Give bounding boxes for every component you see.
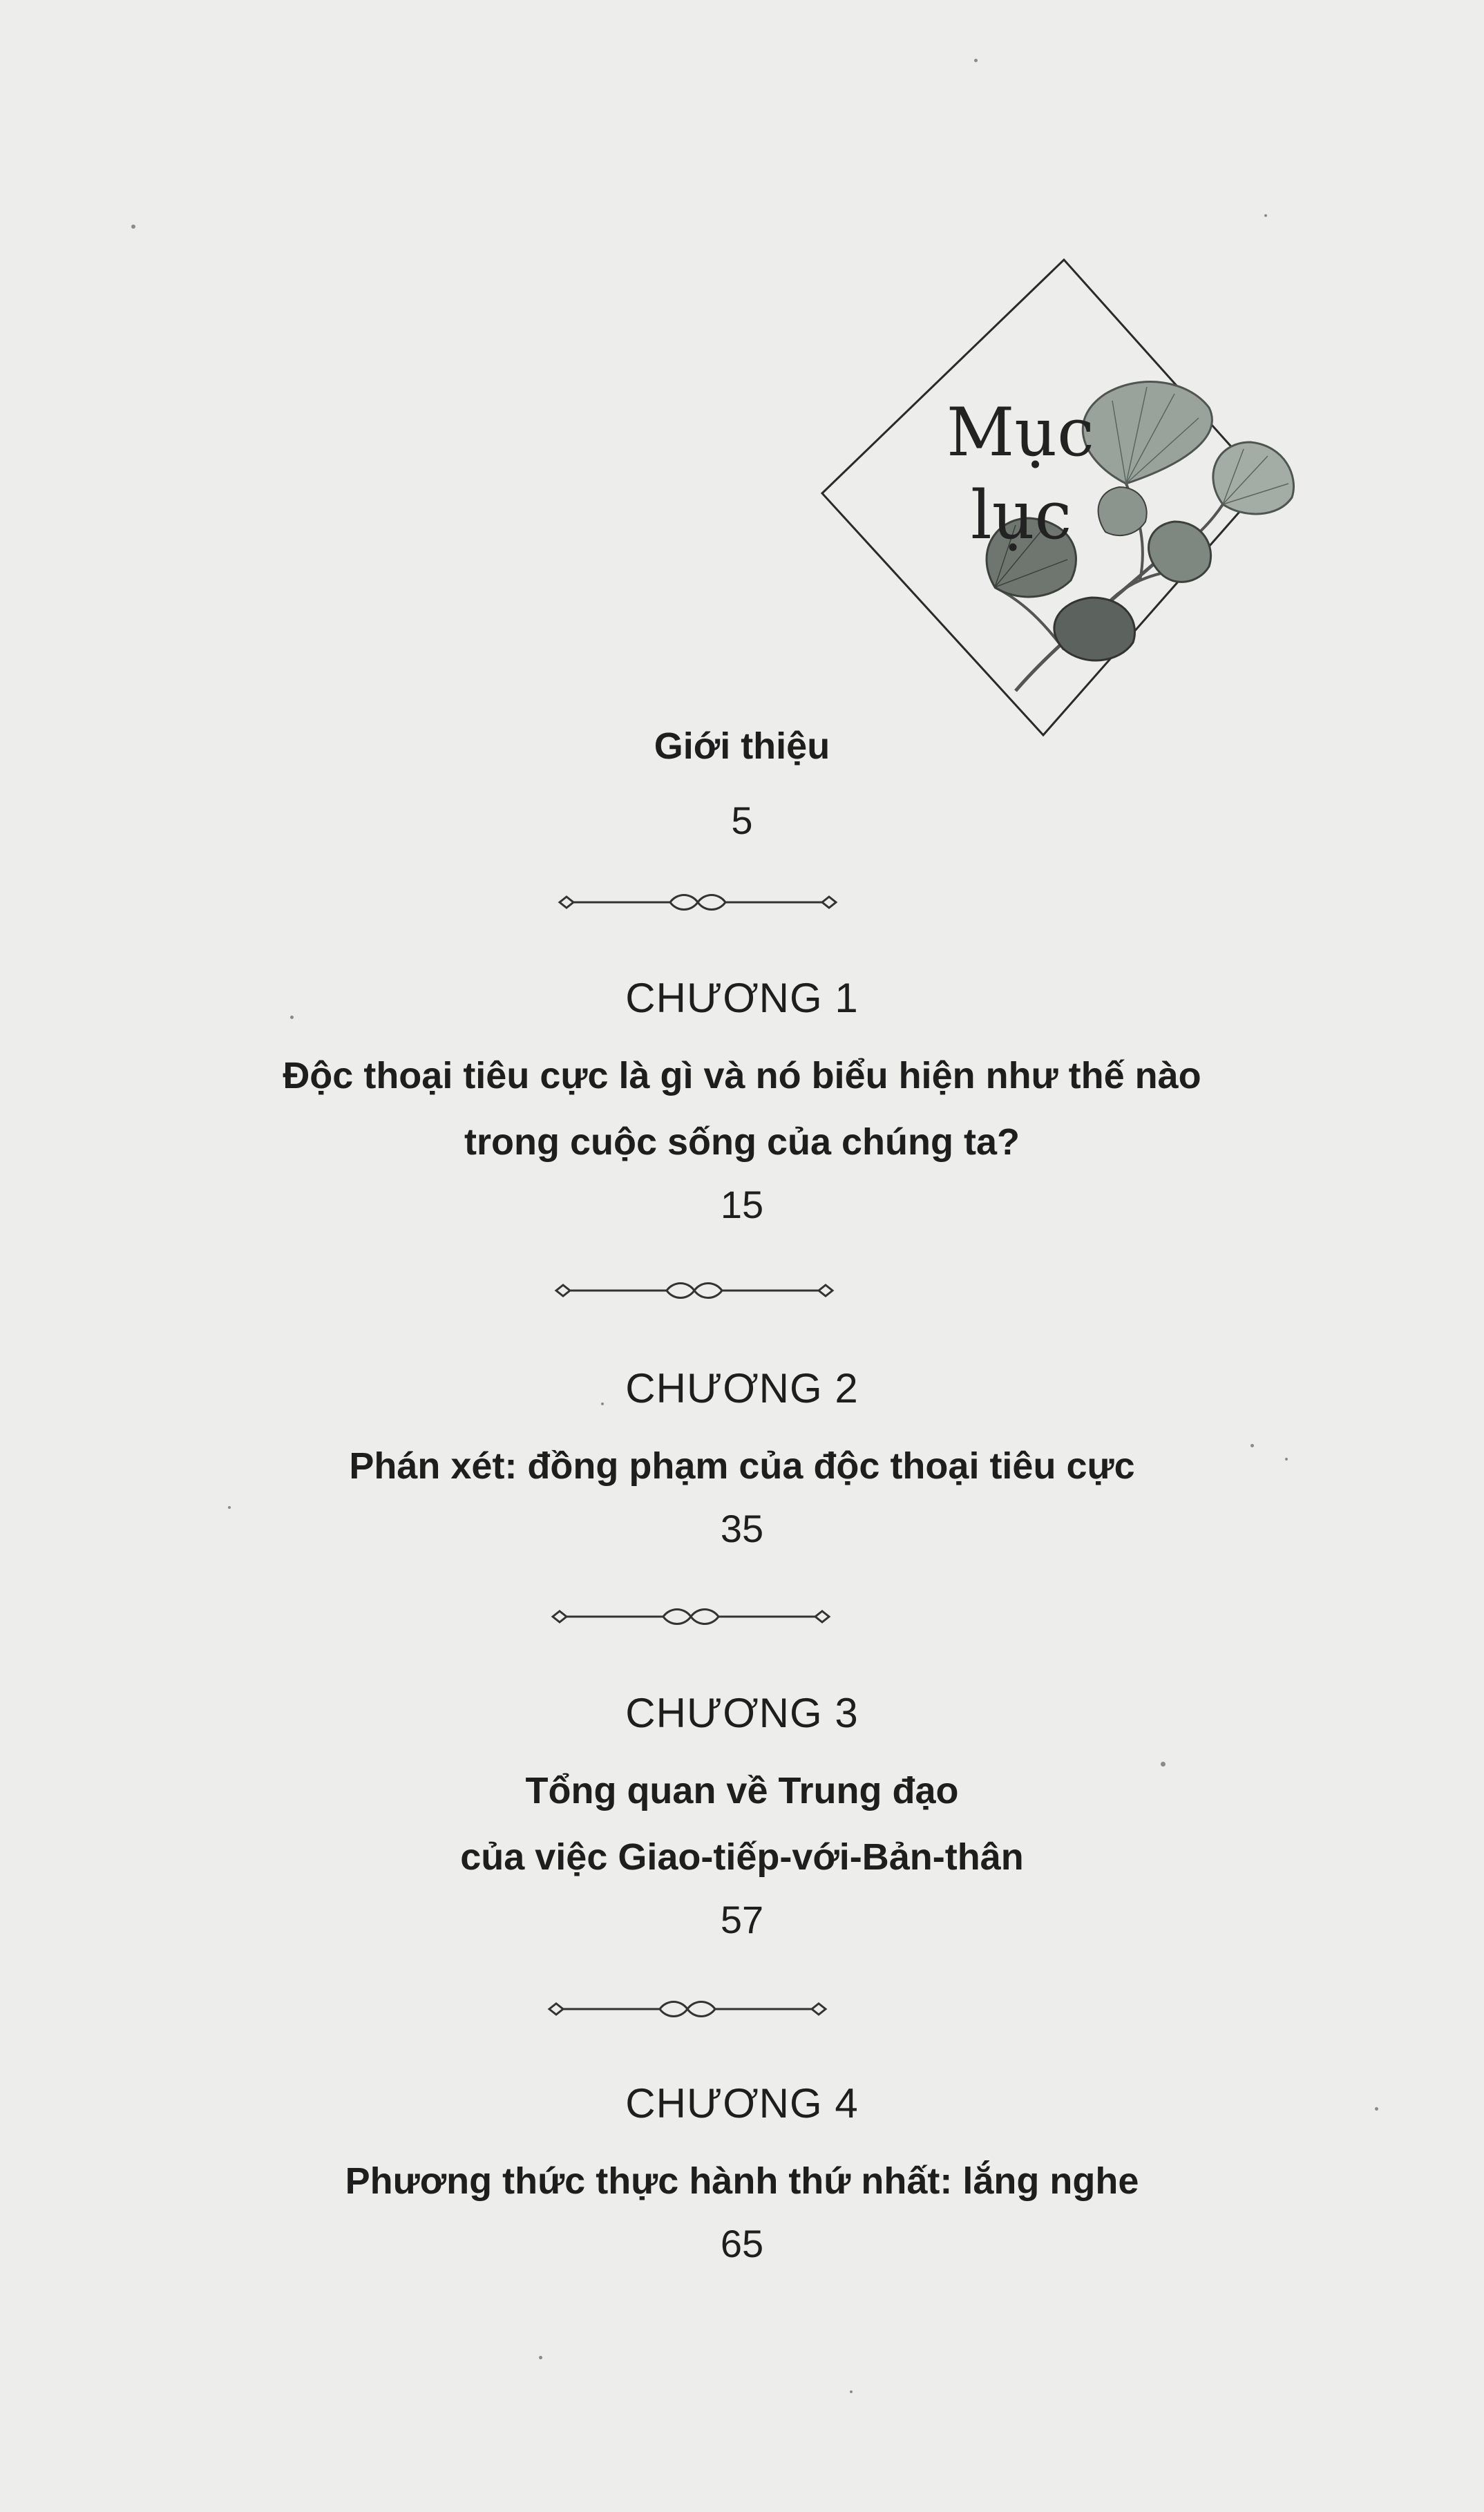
scroll-flourish-divider-icon	[0, 888, 1484, 916]
heading-line-1: Mục	[946, 394, 1094, 471]
scroll-flourish-divider-icon	[0, 1603, 1484, 1630]
chapter-4-entry[interactable]	[0, 2080, 1484, 2266]
chapter-label: CHƯƠNG 2	[625, 1365, 859, 1411]
chapter-title-line: Tổng quan về Trung đạo	[525, 1770, 959, 1811]
scroll-flourish-divider-icon	[0, 1277, 1484, 1304]
chapter-title-line: Phương thức thực hành thứ nhất: lắng nghe	[345, 2160, 1139, 2202]
entry-title: Giới thiệu	[654, 725, 830, 767]
chapter-title-line: Độc thoại tiêu cực là gì và nó biểu hiện như thế nào	[283, 1055, 1201, 1096]
chapter-title-line: trong cuộc sống của chúng ta?	[464, 1121, 1020, 1163]
page-number: 5	[731, 799, 753, 842]
page-number: 15	[720, 1183, 764, 1226]
chapter-label: CHƯƠNG 1	[625, 975, 859, 1021]
chapter-label: CHƯƠNG 4	[625, 2080, 859, 2126]
scroll-flourish-divider-icon	[0, 1995, 1484, 2023]
page-number: 57	[720, 1898, 764, 1941]
intro-page-number-row	[0, 798, 1484, 843]
chapter-title-line: Phán xét: đồng phạm của độc thoại tiêu cực	[349, 1445, 1135, 1487]
heading-line-2: lục	[971, 477, 1072, 554]
page-number: 65	[720, 2222, 764, 2265]
chapter-1-entry[interactable]	[0, 974, 1484, 1227]
page-number: 35	[720, 1507, 764, 1550]
chapter-2-entry[interactable]	[0, 1364, 1484, 1551]
chapter-title-line: của việc Giao-tiếp-với-Bản-thân	[460, 1836, 1024, 1878]
table-of-contents-heading	[815, 256, 1299, 739]
chapter-3-entry[interactable]	[0, 1689, 1484, 1942]
chapter-label: CHƯƠNG 3	[625, 1690, 859, 1736]
intro-entry[interactable]	[0, 719, 1484, 774]
